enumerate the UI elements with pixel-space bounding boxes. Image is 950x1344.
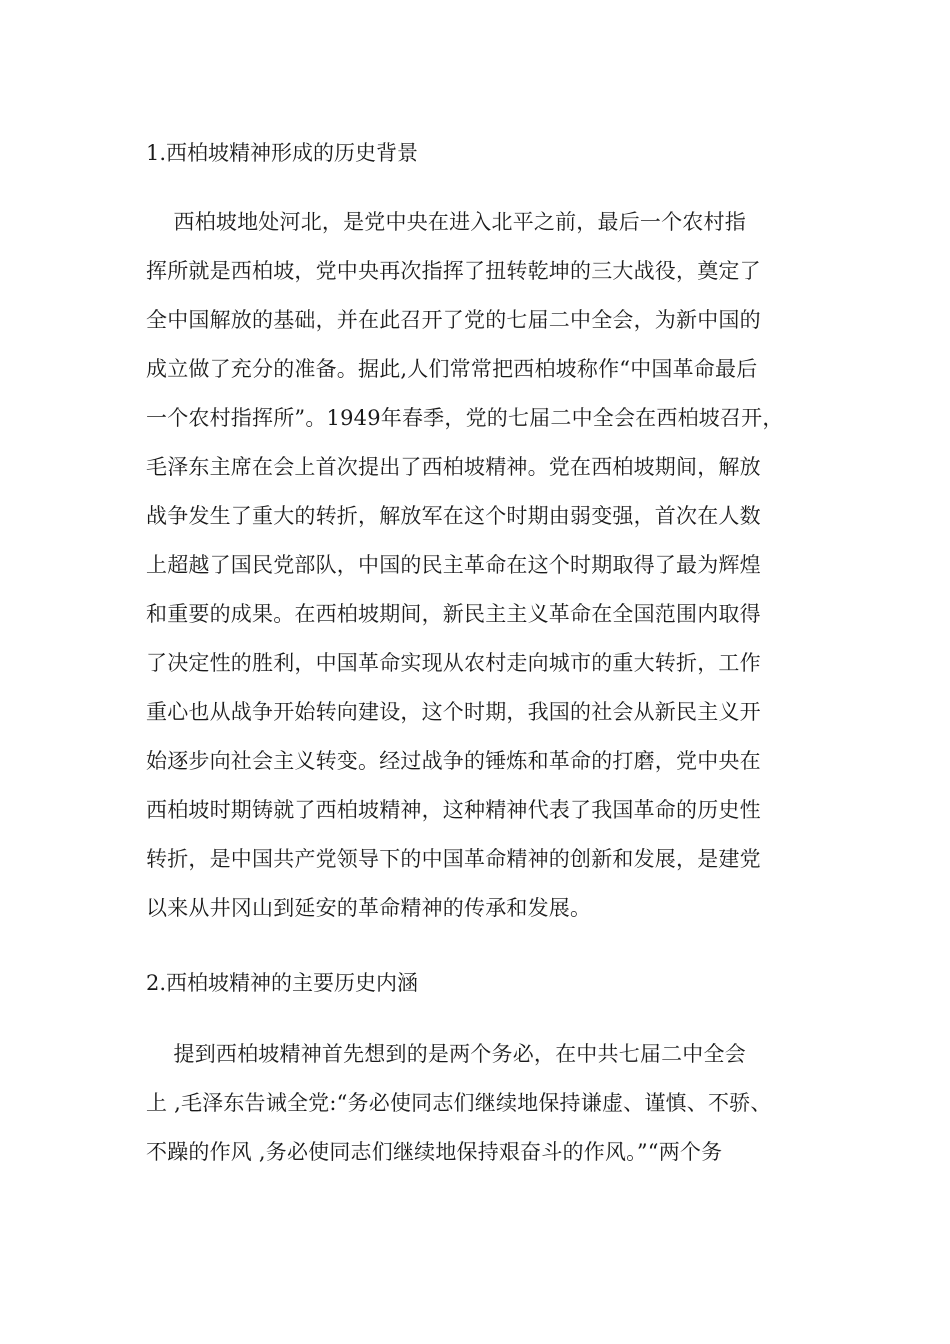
- paragraph-line: 不躁的作风 ,务必使同志们继续地保持艰奋斗的作风。”“两个务: [146, 1140, 723, 1164]
- section-1-paragraph: [146, 198, 826, 933]
- paragraph-line: 了决定性的胜利，中国革命实现从农村走向城市的重大转折，工作: [146, 651, 761, 675]
- paragraph-line: 挥所就是西柏坡，党中央再次指挥了扭转乾坤的三大战役，奠定了: [146, 259, 761, 283]
- paragraph-line: 全中国解放的基础，并在此召开了党的七届二中全会，为新中国的: [146, 308, 761, 332]
- section-heading-2: 2.西柏坡精神的主要历史内涵: [146, 971, 419, 995]
- paragraph-line: 上 ,毛泽东告诫全党:“务必使同志们继续地保持谦虚、谨慎、不骄、: [146, 1091, 772, 1115]
- paragraph-line: 西柏坡时期铸就了西柏坡精神，这种精神代表了我国革命的历史性: [146, 798, 761, 822]
- paragraph-line: 重心也从战争开始转向建设，这个时期，我国的社会从新民主义开: [146, 700, 761, 724]
- paragraph-line: 始逐步向社会主义转变。经过战争的锤炼和革命的打磨，党中央在: [146, 749, 761, 773]
- section-heading-1: 1.西柏坡精神形成的历史背景: [146, 141, 419, 165]
- paragraph-line: 和重要的成果。在西柏坡期间，新民主主义革命在全国范围内取得: [146, 602, 761, 626]
- paragraph-line: 西柏坡地处河北，是党中央在进入北平之前，最后一个农村指: [146, 210, 746, 234]
- paragraph-line: 转折，是中国共产党领导下的中国革命精神的创新和发展，是建党: [146, 847, 761, 871]
- paragraph-line: 提到西柏坡精神首先想到的是两个务必，在中共七届二中全会: [146, 1042, 746, 1066]
- section-2-paragraph: [146, 1030, 826, 1177]
- paragraph-line: 一个农村指挥所”。1949年春季，党的七届二中全会在西柏坡召开，: [146, 406, 784, 430]
- paragraph-line: 毛泽东主席在会上首次提出了西柏坡精神。党在西柏坡期间，解放: [146, 455, 761, 479]
- paragraph-line: 上超越了国民党部队，中国的民主革命在这个时期取得了最为辉煌: [146, 553, 761, 577]
- paragraph-line: 以来从井冈山到延安的革命精神的传承和发展。: [146, 896, 592, 920]
- paragraph-line: 成立做了充分的准备。据此,人们常常把西柏坡称作“中国革命最后: [146, 357, 758, 381]
- paragraph-line: 战争发生了重大的转折，解放军在这个时期由弱变强，首次在人数: [146, 504, 761, 528]
